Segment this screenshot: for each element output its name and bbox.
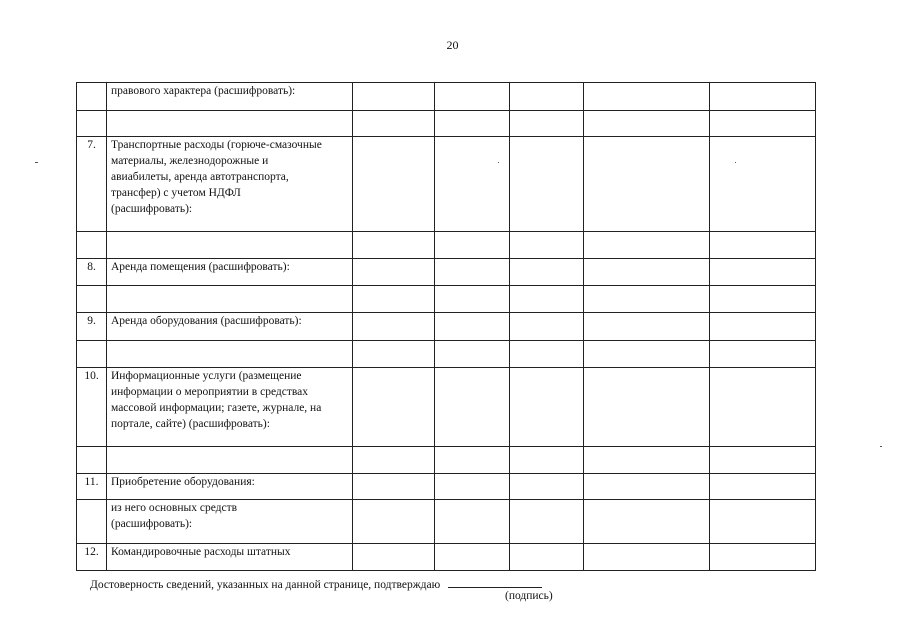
value-cell[interactable] (710, 286, 816, 313)
value-cell[interactable] (710, 544, 816, 571)
value-cell[interactable] (710, 368, 816, 447)
value-cell[interactable] (584, 474, 710, 500)
value-cell[interactable] (710, 500, 816, 544)
scan-speck (735, 162, 736, 163)
value-cell[interactable] (435, 286, 510, 313)
row-description: Командировочные расходы штатных (107, 544, 353, 571)
signature-blank[interactable] (448, 576, 542, 588)
value-cell[interactable] (353, 83, 435, 111)
value-cell[interactable] (584, 313, 710, 341)
value-cell[interactable] (584, 368, 710, 447)
row-description (107, 111, 353, 137)
scan-speck (880, 446, 882, 447)
value-cell[interactable] (510, 137, 584, 232)
row-number: 8. (77, 259, 107, 286)
row-number (77, 111, 107, 137)
value-cell[interactable] (510, 111, 584, 137)
value-cell[interactable] (510, 286, 584, 313)
row-description: Приобретение оборудования: (107, 474, 353, 500)
row-description: Информационные услуги (размещение информации о мероприятии в средствах массовой информации; газете, журнале, на портале, сайте) (расшифровать): (107, 368, 353, 447)
value-cell[interactable] (584, 137, 710, 232)
value-cell[interactable] (510, 232, 584, 259)
value-cell[interactable] (584, 111, 710, 137)
value-cell[interactable] (710, 447, 816, 474)
value-cell[interactable] (710, 232, 816, 259)
page-number: 20 (446, 38, 459, 52)
value-cell[interactable] (353, 232, 435, 259)
row-description: Аренда помещения (расшифровать): (107, 259, 353, 286)
value-cell[interactable] (510, 259, 584, 286)
value-cell[interactable] (710, 474, 816, 500)
value-cell[interactable] (710, 259, 816, 286)
value-cell[interactable] (435, 111, 510, 137)
value-cell[interactable] (353, 313, 435, 341)
value-cell[interactable] (584, 447, 710, 474)
value-cell[interactable] (510, 500, 584, 544)
table-row (77, 447, 816, 474)
table-row (77, 341, 816, 368)
table-row (77, 286, 816, 313)
table-row (77, 111, 816, 137)
row-description: из него основных средств (расшифровать): (107, 500, 353, 544)
row-description (107, 286, 353, 313)
value-cell[interactable] (710, 341, 816, 368)
value-cell[interactable] (353, 341, 435, 368)
value-cell[interactable] (435, 368, 510, 447)
value-cell[interactable] (584, 544, 710, 571)
row-description: правового характера (расшифровать): (107, 83, 353, 111)
certification-line (90, 576, 542, 591)
value-cell[interactable] (510, 474, 584, 500)
row-number: 7. (77, 137, 107, 232)
table-row (77, 474, 816, 500)
row-number: 10. (77, 368, 107, 447)
table-row (77, 232, 816, 259)
value-cell[interactable] (435, 83, 510, 111)
table-row (77, 500, 816, 544)
value-cell[interactable] (435, 137, 510, 232)
row-description (107, 341, 353, 368)
row-number (77, 232, 107, 259)
row-description: Транспортные расходы (горюче-смазочные материалы, железнодорожные и авиабилеты, аренда автотранспорта, трансфер) с учетом НДФЛ (расшифровать): (107, 137, 353, 232)
value-cell[interactable] (510, 313, 584, 341)
row-number: 9. (77, 313, 107, 341)
value-cell[interactable] (353, 544, 435, 571)
value-cell[interactable] (584, 232, 710, 259)
scan-speck (498, 162, 499, 163)
value-cell[interactable] (584, 500, 710, 544)
value-cell[interactable] (353, 111, 435, 137)
value-cell[interactable] (435, 500, 510, 544)
value-cell[interactable] (710, 313, 816, 341)
value-cell[interactable] (510, 544, 584, 571)
row-number (77, 341, 107, 368)
row-number (77, 286, 107, 313)
row-description (107, 232, 353, 259)
value-cell[interactable] (584, 259, 710, 286)
value-cell[interactable] (584, 286, 710, 313)
value-cell[interactable] (353, 500, 435, 544)
value-cell[interactable] (435, 313, 510, 341)
certification-statement: Достоверность сведений, указанных на данной странице, подтверждаю (90, 579, 441, 591)
value-cell[interactable] (353, 447, 435, 474)
value-cell[interactable] (435, 232, 510, 259)
row-number: 12. (77, 544, 107, 571)
value-cell[interactable] (710, 137, 816, 232)
value-cell[interactable] (584, 341, 710, 368)
table-row (77, 544, 816, 571)
row-description (107, 447, 353, 474)
value-cell[interactable] (710, 83, 816, 111)
row-number (77, 83, 107, 111)
table-row (77, 137, 816, 232)
table-row (77, 259, 816, 286)
row-description: Аренда оборудования (расшифровать): (107, 313, 353, 341)
row-number (77, 447, 107, 474)
value-cell[interactable] (353, 474, 435, 500)
value-cell[interactable] (435, 447, 510, 474)
row-number (77, 500, 107, 544)
row-number: 11. (77, 474, 107, 500)
value-cell[interactable] (435, 259, 510, 286)
value-cell[interactable] (510, 368, 584, 447)
value-cell[interactable] (584, 83, 710, 111)
table-row (77, 368, 816, 447)
budget-table (76, 82, 816, 571)
value-cell[interactable] (353, 259, 435, 286)
value-cell[interactable] (435, 341, 510, 368)
table-row (77, 313, 816, 341)
value-cell[interactable] (435, 544, 510, 571)
value-cell[interactable] (510, 83, 584, 111)
value-cell[interactable] (510, 341, 584, 368)
table-row (77, 83, 816, 111)
scan-speck (35, 162, 38, 163)
value-cell[interactable] (710, 111, 816, 137)
value-cell[interactable] (353, 286, 435, 313)
value-cell[interactable] (353, 368, 435, 447)
signature-caption: (подпись) (505, 590, 553, 602)
value-cell[interactable] (510, 447, 584, 474)
value-cell[interactable] (435, 474, 510, 500)
value-cell[interactable] (353, 137, 435, 232)
